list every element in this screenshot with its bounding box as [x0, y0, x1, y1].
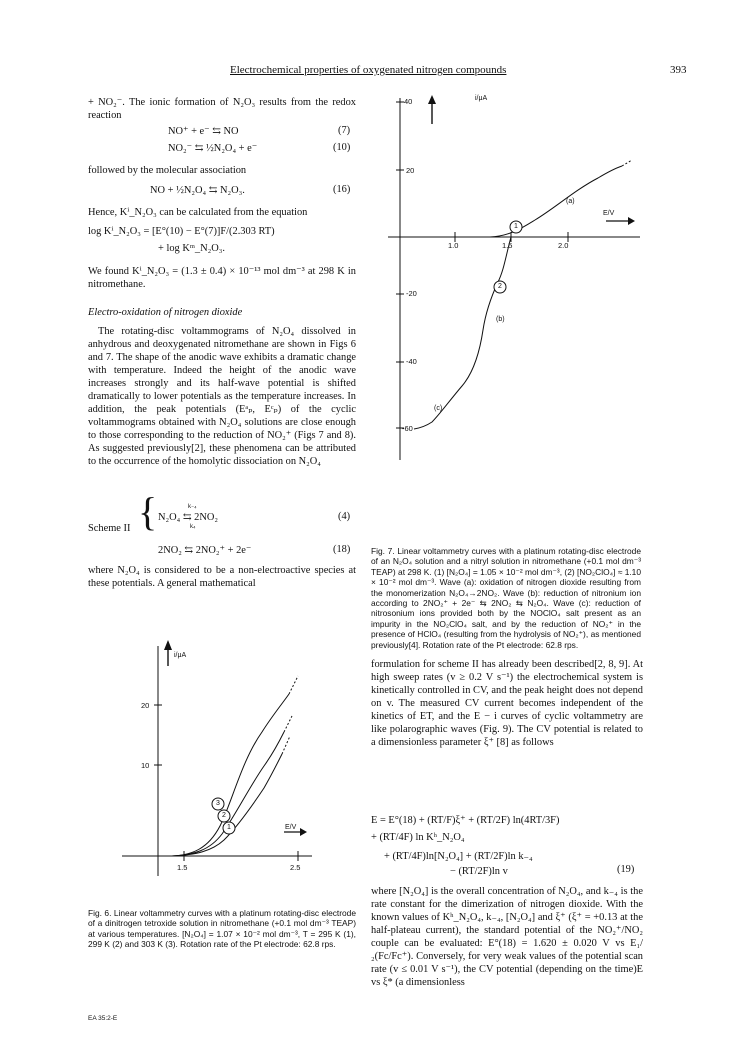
scheme-equation-4-number: (4)	[338, 511, 351, 522]
paragraph-non-electroactive: where N₂O₄ is considered to be a non-electroactive species at these potentials. A general mathematical	[88, 565, 356, 589]
section-title: Electro-oxidation of nitrogen dioxide	[88, 307, 243, 318]
fig6-x-tick-2-5: 2.5	[290, 863, 301, 872]
fig6-circled-2: 2	[222, 812, 226, 819]
figure-6-plot	[112, 636, 362, 881]
equation-7-number: (7)	[338, 125, 351, 136]
equation-log-line2: + log Kᵐ_N₂O₃.	[158, 243, 225, 254]
fig7-y-label: i/μA	[475, 95, 488, 102]
figure-6-caption: Fig. 6. Linear voltammetry curves with a platinum rotating-disc electrode of a dinitrogen tetroxide solution in nitromethane (+0.1 mol dm⁻³ TEAP) at various temperatures. [N₂O₄] = 1.07 × 10⁻² mol dm⁻³, T = 295 K (1), 299 K (2) and 303 K (3). Rotation rate of the Pt electrode: 62.8 rps.	[88, 908, 356, 950]
fig7-y-tick-20: 20	[406, 166, 415, 175]
scheme-label: Scheme II	[88, 523, 131, 534]
fig7-x-tick-1-5: 1.5	[502, 241, 513, 250]
paragraph-electro-oxidation: The rotating-disc voltammograms of N₂O₄ dissolved in anhydrous and deoxygenated nitromethane are shown in Figs 6 and 7. The shape of the anodic wave exhibits a dramatic change with temperature. Indeed the height of the anodic wave increases strongly and its half-wave potential is shifted dramatically to lower potentials as the temperature increases. In addition, the peak potentials (Eᵃₚ, Eᶜₚ) of the cyclic voltammograms obtained with N₂O₄ solutions are close enough to those corresponding to the reduction of NO₂⁺ (Figs 7 and 8). As suggested previously[2], these phenomena can be attributed to the occurrence of the homolytic dissociation on N₂O₄	[88, 326, 356, 467]
paragraph-formulation: formulation for scheme II has already been described[2, 8, 9]. At high sweep rates (v ≥ 0.2 V s⁻¹) the electrochemical system is kinetically controlled in CV, and the peak height does not depend on v. The measured CV current becomes independent of the kinetics of ET, and the E − i curves of cyclic voltammetry are like polarographic waves (Fig. 9). The CV potential is related to a dimensionless parameter ξ⁺ [8] as follows	[371, 659, 643, 748]
paragraph-redox: + NO₂⁻. The ionic formation of N₂O₃ results from the redox reaction	[88, 97, 356, 121]
equation-7: NO⁺ + e⁻ ⇆ NO	[168, 126, 239, 137]
fig7-y-tick-neg20: -20	[406, 289, 417, 298]
scheme-equation-18-number: (18)	[333, 544, 351, 555]
equation-10-number: (10)	[333, 142, 351, 153]
fig6-circled-3: 3	[216, 800, 220, 807]
fig7-curve-label-b: (b)	[496, 316, 505, 323]
equation-19-number: (19)	[617, 864, 635, 875]
equation-19-line1: E = E°(18) + (RT/F)ξ⁺ + (RT/2F) ln(4RT/3F)	[371, 815, 560, 826]
fig6-y-tick-10: 10	[141, 761, 150, 770]
equation-10: NO₂⁻ ⇆ ½N₂O₄ + e⁻	[168, 143, 258, 154]
equation-19-line3: + (RT/4F)ln[N₂O₄] + (RT/2F)ln k₋₄	[384, 851, 533, 862]
fig7-y-tick-neg60: -60	[402, 424, 413, 433]
fig7-circled-2: 2	[498, 283, 502, 290]
paragraph-association: followed by the molecular association	[88, 165, 247, 176]
equation-19-line2: + (RT/4F) ln Kʰ_N₂O₄	[371, 832, 465, 843]
scheme-left-brace: {	[138, 489, 158, 534]
fig6-y-label: i/μA	[174, 652, 187, 659]
scheme-rate-bottom: k₄	[190, 524, 196, 530]
page-number: 393	[670, 64, 687, 76]
equation-16-number: (16)	[333, 184, 351, 195]
fig6-x-tick-1-5: 1.5	[177, 863, 188, 872]
scheme-equation-18: 2NO₂ ⇆ 2NO₂⁺ + 2e⁻	[158, 545, 252, 556]
figure-7-plot	[370, 80, 650, 540]
equation-16: NO + ½N₂O₄ ⇆ N₂O₃.	[150, 185, 245, 196]
equation-log-line1: log Kⁱ_N₂O₃ = [E°(10) − E°(7)]F/(2.303 RT)	[88, 226, 275, 237]
figure-7-caption: Fig. 7. Linear voltammetry curves with a platinum rotating-disc electrode of an N₂O₄ solution and a nitryl solution in nitromethane (+0.1 mol dm⁻³ TEAP) at 298 K. (1) [N₂O₄] = 1.05 × 10⁻² mol dm⁻³, (2) [NO₂ClO₄] ≈ 1.10 × 10⁻² mol dm⁻³. Wave (a): oxidation of nitrogen dioxide resulting from the monomerization N₂O₄→2NO₂. Wave (b): reduction of nitronium ion according to 2NO₂⁺ + 2e⁻ ⇆ 2NO₂ ⇆ N₂O₄. Wave (c): reduction of nitrosonium ions provided both by the NOClO₄ salt present as an impurity in the NO₂ClO₄ salt, and by the reduction of NO₂⁺ in the presence of HClO₄ (resulting from the hydrolysis of NO₂⁺), as mentioned previously[4]. Rotation rate of the Pt electrode: 62.8 rps.	[371, 546, 641, 650]
scheme-rate-top: k₋₄	[188, 504, 197, 510]
scheme-equation-4: N₂O₄ ⇆ 2NO₂	[158, 512, 218, 523]
fig7-circled-1: 1	[514, 223, 518, 230]
fig6-x-label: E/V	[285, 824, 297, 831]
equation-19-line4: − (RT/2F)ln v	[450, 866, 508, 877]
fig7-x-tick-1-0: 1.0	[448, 241, 459, 250]
fig7-y-tick-40: 40	[404, 97, 413, 106]
paragraph-hence: Hence, Kⁱ_N₂O₃ can be calculated from the equation	[88, 207, 308, 218]
fig6-y-tick-20: 20	[141, 701, 150, 710]
paragraph-found: We found Kⁱ_N₂O₃ = (1.3 ± 0.4) × 10⁻¹³ mol dm⁻³ at 298 K in nitromethane.	[88, 266, 356, 290]
fig7-curve-label-a: (a)	[566, 198, 575, 205]
fig7-curve-label-c: (c)	[434, 405, 443, 412]
running-title: Electrochemical properties of oxygenated nitrogen compounds	[230, 64, 507, 76]
fig6-circled-1: 1	[227, 824, 231, 831]
fig7-x-tick-2-0: 2.0	[558, 241, 569, 250]
fig7-y-tick-neg40: -40	[406, 357, 417, 366]
fig7-x-label: E/V	[603, 210, 615, 217]
footer-mark: EA 35:2-E	[88, 1015, 118, 1022]
paragraph-where: where [N₂O₄] is the overall concentration of N₂O₄, and k₋₄ is the rate constant for the dimerization of nitrogen dioxide. With the known values of Kʰ_N₂O₄, k₋₄, [N₂O₄] and ξ⁺ (ξ⁺ = +0.13 at the half-plateau current), the standard potential of the NO₂⁺/NO₂ couple can be evaluated: E°(18) = 1.620 ± 0.020 V vs E₁/₂(Fc/Fc⁺). Conversely, for very weak values of the potential scan rate (v ≤ 0.01 V s⁻¹), the CV potential (depending on the time)E vs ξ* (a dimensionless	[371, 886, 643, 988]
